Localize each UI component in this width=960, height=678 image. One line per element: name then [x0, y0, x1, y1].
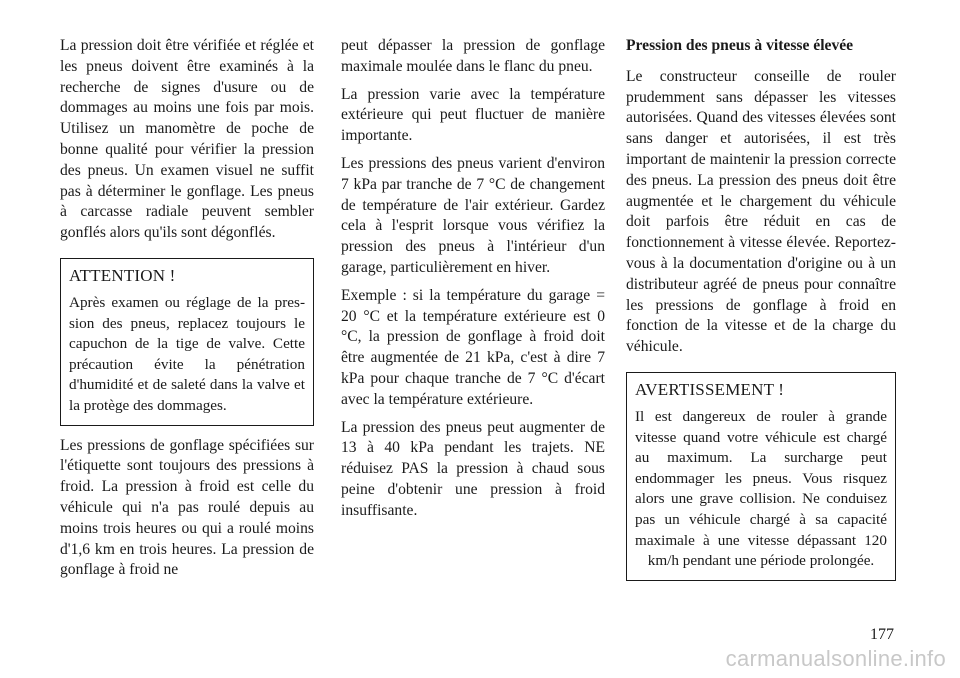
- watermark: carmanualsonline.info: [725, 646, 946, 671]
- paragraph-pressure-per-degree: Les pressions des pneus varient d'environ 7 kPa par tranche de 7 °C de changement de température de l'air extérieur. Gardez cela à l'esprit lorsque vous vérifiez la pression des pneus à l'intérieur d'un garage, particulièrement en hiver.: [341, 154, 605, 276]
- warning-box: [626, 372, 896, 581]
- attention-body: Après examen ou réglage de la pression des pneus, replacez toujours le capuchon de la tige de valve. Cette précaution évite la pénétration d'humidité et de saleté dans la valve et la protège des dommages.: [69, 293, 305, 414]
- column-middle: [341, 36, 605, 529]
- warning-body: Il est dangereux de rouler à grande vitesse quand votre véhicule est chargé au maximum. La surcharge peut endommager les pneus. Vous risquez alors une grave collision. Ne conduisez pas un véhicule chargé à sa capacité maximale à une vitesse dépassant 120 km/h pendant une période prolongée.: [635, 407, 887, 570]
- warning-title: AVERTISSEMENT !: [635, 379, 785, 399]
- paragraph-max-pressure: peut dépasser la pression de gonflage maximale moulée dans le flanc du pneu.: [341, 37, 605, 75]
- paragraph-high-speed: Le constructeur conseille de rouler prudemment sans dépasser les vitesses autorisées. Quand des vitesses élevées sont sans danger et autorisées, il est très important de maintenir la pression correcte des pneus. La pression des pneus doit être augmentée et le chargement du véhicule doit parfois être réduit en cas de fonctionnement à vitesse élevée. Reportez-vous à la documentation d'origine ou à un distributeur agréé de pneus pour connaître les pressions de gonflage à froid en fonction de la vitesse et de la charge du véhicule.: [626, 67, 896, 356]
- column-left: [60, 36, 314, 592]
- attention-box: [60, 258, 314, 426]
- page-number: 177: [870, 626, 894, 643]
- paragraph-pressure-check: La pression doit être vérifiée et réglée et les pneus doivent être examinés à la recherche de signes d'usure ou de dommages au moins une fois par mois. Utilisez un manomètre de poche de bonne qualité pour vérifier la pression des pneus. Un examen visuel ne suffit pas à déterminer le gonflage. Les pneus à carcasse radiale peuvent sembler gonflés alors qu'ils sont dégonflés.: [60, 37, 314, 242]
- attention-title: ATTENTION !: [69, 265, 176, 285]
- paragraph-temperature-variation: La pression varie avec la température extérieure qui peut fluctuer de manière importante.: [341, 85, 605, 145]
- paragraph-driving-increase: La pression des pneus peut augmenter de 13 à 40 kPa pendant les trajets. NE réduisez PAS la pression à chaud sous peine d'obtenir une pression à froid insuffisante.: [341, 418, 605, 519]
- column-right: [626, 36, 896, 591]
- section-heading-high-speed: Pression des pneus à vitesse élevée: [626, 37, 854, 54]
- paragraph-example: Exemple : si la température du garage = 20 °C et la température extérieure est 0 °C, la pression de gonflage à froid doit être augmentée de 21 kPa, c'est à dire 7 kPa pour chaque tranche de 7 °C d'écart avec la température extérieure.: [341, 286, 605, 408]
- paragraph-cold-pressure: Les pressions de gonflage spécifiées sur l'étiquette sont toujours des pressions à froid. La pression à froid est celle du véhicule qui n'a pas roulé depuis au moins trois heures ou qui a roulé moins d'1,6 km en trois heures. La pression de gonflage à froid ne: [60, 436, 314, 579]
